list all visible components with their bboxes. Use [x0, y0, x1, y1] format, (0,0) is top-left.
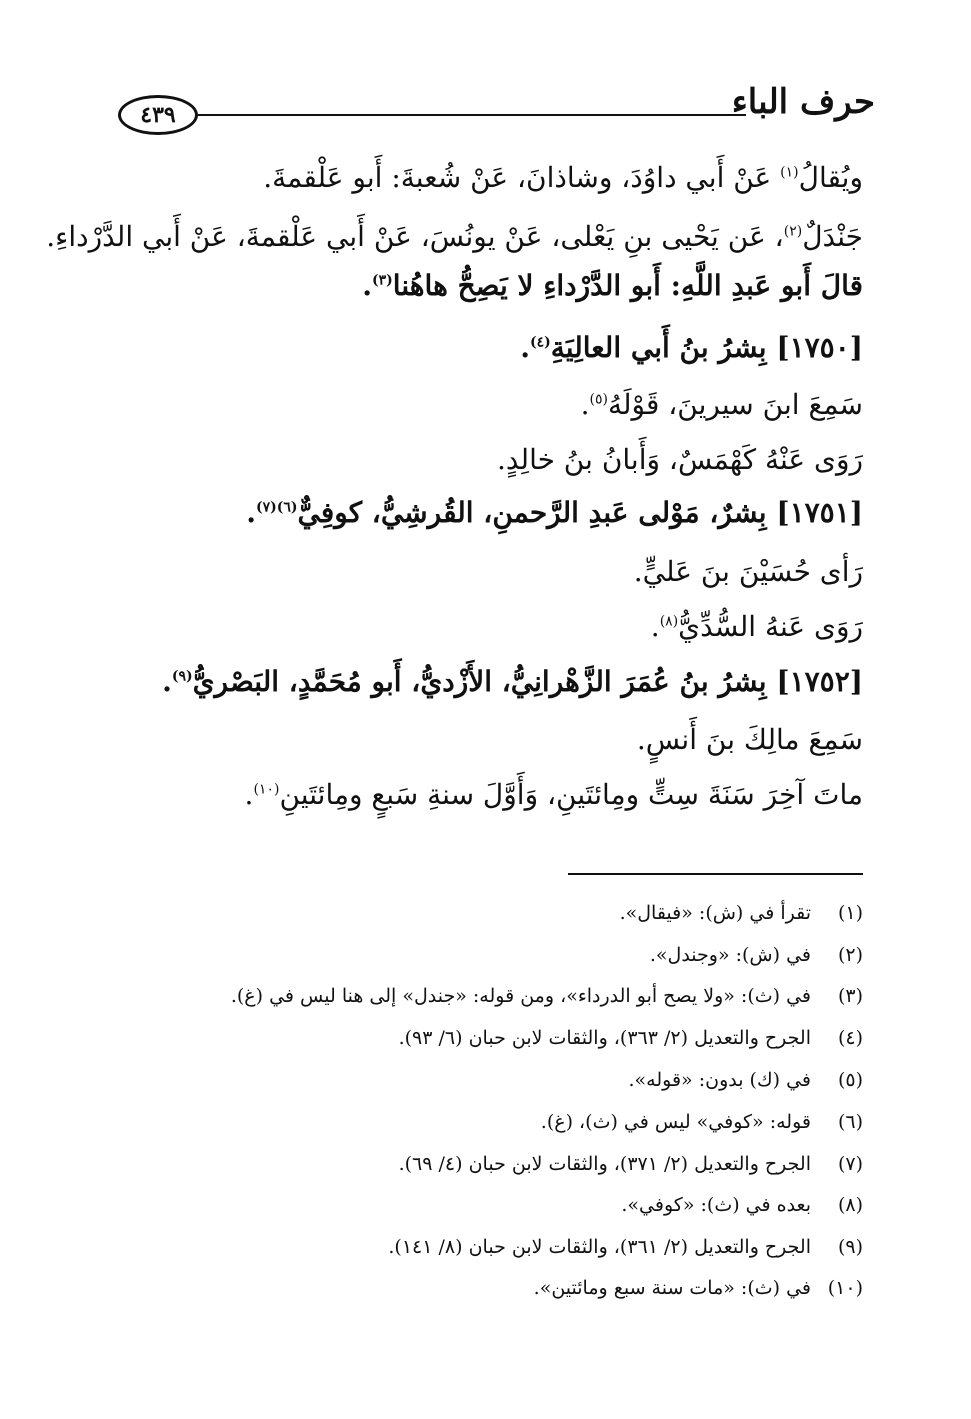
footnote — [541, 1107, 863, 1137]
page-number: ٤٣٩ — [140, 102, 176, 128]
footnote-text: في (ث): «مات سنة سبع ومائتين». — [533, 1277, 811, 1299]
entry-heading-1752: [١٧٥٢] بِشرُ بنُ عُمَرَ الزَّهْرانِيُّ، الأَزْديُّ، أَبو مُحَمَّدٍ، البَصْريُّ$^{(٩)}$. — [162, 665, 863, 698]
footnote-number: (٦) — [837, 1111, 863, 1133]
footnote-ref: (٨) — [659, 613, 679, 630]
footnote-number: (١) — [837, 902, 863, 924]
footnote-text: الجرح والتعديل (٢/ ٣٧١)، والثقات لابن حبان (٤/ ٦٩). — [398, 1153, 811, 1175]
footnote-ref: (٤) — [529, 334, 551, 351]
footnote-ref: (٥) — [589, 391, 608, 408]
text-line: رَأى حُسَيْنَ بنَ عَليٍّ. — [633, 555, 863, 588]
author-statement-line: قالَ أَبو عَبدِ اللَّهِ: أَبو الدَّرْداءِ لا يَصِحُّ هاهُنا$^{(٣)}$. — [362, 269, 863, 302]
footnote-ref: (٣) — [372, 272, 393, 289]
entry-heading-1751: [١٧٥١] بِشرٌ، مَوْلى عَبدِ الرَّحمنِ، القُرشِيُّ، كوفِيٌّ$^{(٦)(٧)}$. — [246, 496, 863, 529]
footnote-text: في (ش): «وجندل». — [649, 944, 811, 966]
footnote-number: (٢) — [837, 944, 863, 966]
footnote — [399, 1149, 863, 1179]
footnote-text: الجرح والتعديل (٢/ ٣٦١)، والثقات لابن حبان (٨/ ١٤١). — [388, 1236, 811, 1258]
text-line: ماتَ آخِرَ سَنَةَ سِتٍّ ومِائتَينِ، وَأَوَّلَ سنةِ سَبعٍ ومِائتَينِ$^{(١٠)}$. — [244, 778, 863, 811]
footnote — [621, 1190, 863, 1220]
footnote-number: (١٠) — [827, 1277, 863, 1299]
text-line: جَنْدَلٌ$^{(٢)}$، عَن يَحْيى بنِ يَعْلى، عَنْ يونُسَ، عَنْ أَبي عَلْقمةَ، عَنْ أَبي الدَّرْداءِ. — [46, 220, 863, 253]
text-line: ويُقالُ$^{(١)}$ عَنْ أَبي داوُدَ، وشاذانَ، عَنْ شُعبةَ: أَبو عَلْقمةَ. — [263, 161, 863, 194]
footnote-ref: (١٠) — [253, 781, 280, 798]
footnote-number: (٧) — [837, 1153, 863, 1175]
footnote-text: الجرح والتعديل (٢/ ٣٦٣)، والثقات لابن حبان (٦/ ٩٣). — [398, 1027, 811, 1049]
footnote-text: في (ك) بدون: «قوله». — [628, 1069, 811, 1091]
footnote-number: (٩) — [837, 1236, 863, 1258]
footnote-text: بعده في (ث): «كوفي». — [621, 1194, 811, 1216]
footnote — [650, 940, 863, 970]
footnote-ref: (١) — [780, 164, 799, 181]
entry-heading-1750: [١٧٥٠] بِشرُ بنُ أَبي العالِيَةِ$^{(٤)}$. — [520, 331, 863, 364]
page-number-oval — [118, 95, 198, 135]
footnote — [388, 1232, 863, 1262]
text-line: سَمِعَ مالِكَ بنَ أَنسٍ. — [636, 723, 863, 756]
footnote-ref: (٢) — [783, 223, 803, 240]
footnote-number: (٥) — [837, 1069, 863, 1091]
footnote-ref: (٦)(٧) — [255, 499, 298, 516]
footnote-text: في (ث): «ولا يصح أبو الدرداء»، ومن قوله: «جندل» إلى هنا ليس في (غ). — [230, 985, 811, 1007]
footnote-number: (٣) — [837, 985, 863, 1007]
footnote — [620, 898, 863, 928]
footnote — [399, 1023, 863, 1053]
footnote — [629, 1065, 863, 1095]
running-header-title: حرف الباء — [731, 82, 875, 122]
text-line: سَمِعَ ابنَ سيرينَ، قَوْلَهُ$^{(٥)}$. — [580, 388, 863, 421]
header-rule — [198, 114, 746, 116]
footnote-text: تقرأ في (ش): «فيقال». — [619, 902, 811, 924]
footnote — [231, 981, 863, 1011]
footnote-text: قوله: «كوفي» ليس في (ث)، (غ). — [540, 1111, 811, 1133]
text-line: رَوَى عَنْهُ كَهْمَسٌ، وَأَبانُ بنُ خالِدٍ. — [496, 443, 863, 476]
footnote-number: (٨) — [837, 1194, 863, 1216]
text-line: رَوَى عَنهُ السُّدِّيُّ$^{(٨)}$. — [650, 610, 863, 643]
footnote — [534, 1273, 863, 1303]
footnote-number: (٤) — [837, 1027, 863, 1049]
footnote-ref: (٩) — [171, 668, 193, 685]
footnote-separator — [568, 873, 863, 875]
